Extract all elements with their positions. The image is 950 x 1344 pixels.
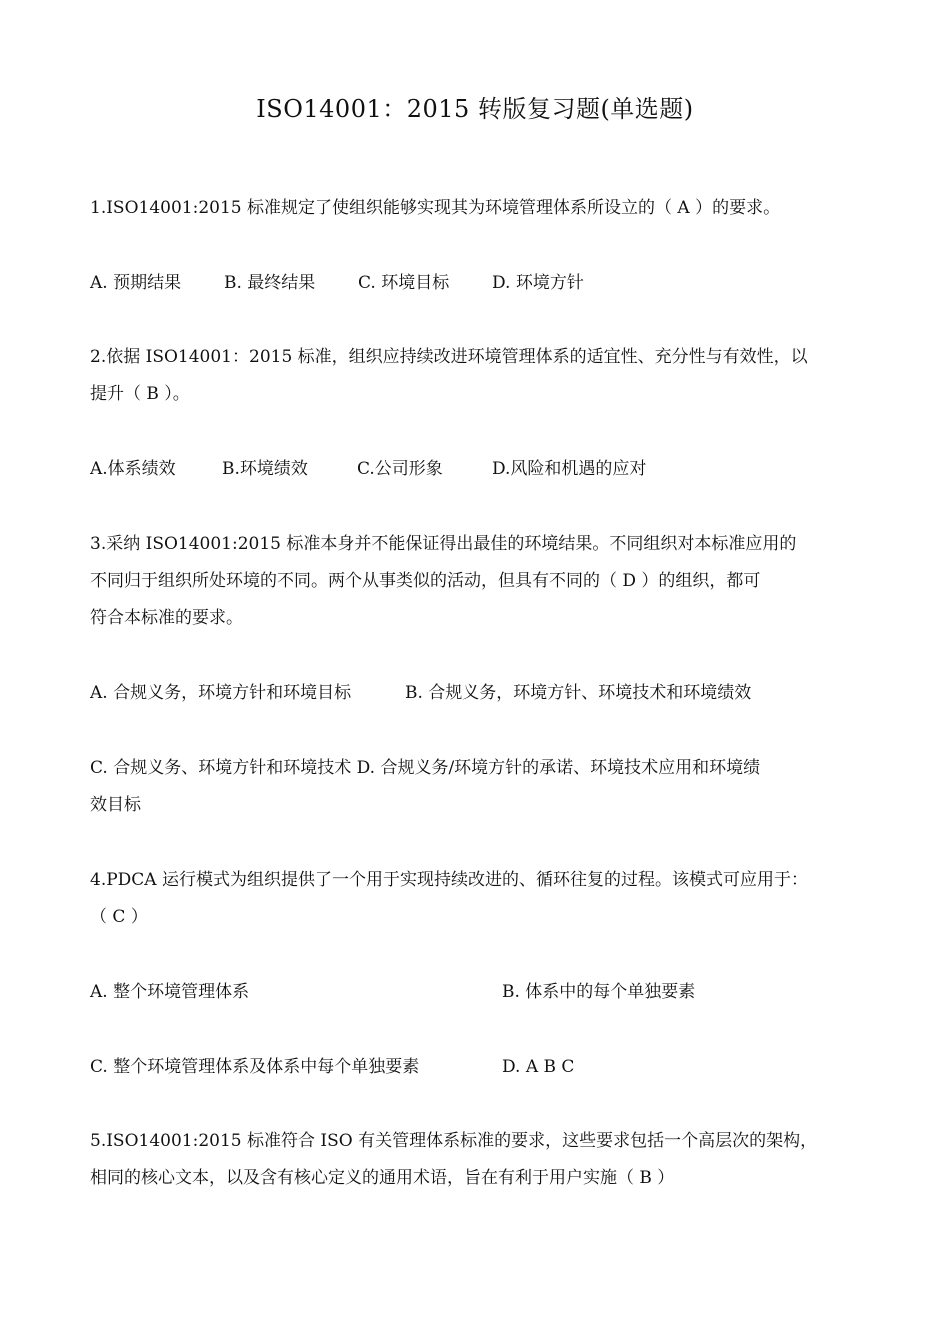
question-3-text-line-1: 3.采纳 ISO14001:2015 标准本身并不能保证得出最佳的环境结果。不同组织对本标准应用的 xyxy=(90,534,797,554)
question-3-text-line-3: 符合本标准的要求。 xyxy=(90,608,243,628)
question-3-text-line-2: 不同归于组织所处环境的不同。两个从事类似的活动，但具有不同的（ D ）的组织，都可 xyxy=(90,571,761,591)
question-5-text-line-2: 相同的核心文本，以及含有核心定义的通用术语，旨在有利于用户实施（ B ） xyxy=(90,1168,675,1188)
question-3-option-d-continued: 效目标 xyxy=(90,795,141,815)
question-4-option-a[interactable]: A. 整个环境管理体系 xyxy=(90,982,250,1002)
question-2-option-c[interactable]: C.公司形象 xyxy=(357,459,443,479)
question-2-text-line-2: 提升（ B ）。 xyxy=(90,384,190,404)
question-3-option-c-d[interactable]: C. 合规义务、环境方针和环境技术 D. 合规义务/环境方针的承诺、环境技术应用和环境绩 xyxy=(90,758,761,778)
question-4-option-b[interactable]: B. 体系中的每个单独要素 xyxy=(502,982,696,1002)
page-title: ISO14001：2015 转版复习题(单选题) xyxy=(256,95,694,123)
question-2-option-b[interactable]: B.环境绩效 xyxy=(222,459,308,479)
question-1-option-c[interactable]: C. 环境目标 xyxy=(358,273,450,293)
question-4-option-c[interactable]: C. 整个环境管理体系及体系中每个单独要素 xyxy=(90,1057,420,1077)
question-2-option-d[interactable]: D.风险和机遇的应对 xyxy=(492,459,647,479)
question-5-text-line-1: 5.ISO14001:2015 标准符合 ISO 有关管理体系标准的要求，这些要求包括一个高层次的架构， xyxy=(90,1131,818,1151)
question-1-option-d[interactable]: D. 环境方针 xyxy=(492,273,584,293)
question-2-text-line-1: 2.依据 ISO14001：2015 标准，组织应持续改进环境管理体系的适宜性、充分性与有效性，以 xyxy=(90,347,808,367)
question-3-option-b[interactable]: B. 合规义务，环境方针、环境技术和环境绩效 xyxy=(405,683,752,703)
question-2-option-a[interactable]: A.体系绩效 xyxy=(90,459,176,479)
question-4-text-line-2: （ C ） xyxy=(90,907,148,927)
question-4-text-line-1: 4.PDCA 运行模式为组织提供了一个用于实现持续改进的、循环往复的过程。该模式可应用于： xyxy=(90,870,808,890)
question-3-option-a[interactable]: A. 合规义务，环境方针和环境目标 xyxy=(90,683,352,703)
question-4-option-d[interactable]: D. A B C xyxy=(502,1057,575,1077)
question-1-option-a[interactable]: A. 预期结果 xyxy=(90,273,182,293)
question-1-text: 1.ISO14001:2015 标准规定了使组织能够实现其为环境管理体系所设立的（ A ）的要求。 xyxy=(90,198,781,218)
question-1-option-b[interactable]: B. 最终结果 xyxy=(224,273,316,293)
